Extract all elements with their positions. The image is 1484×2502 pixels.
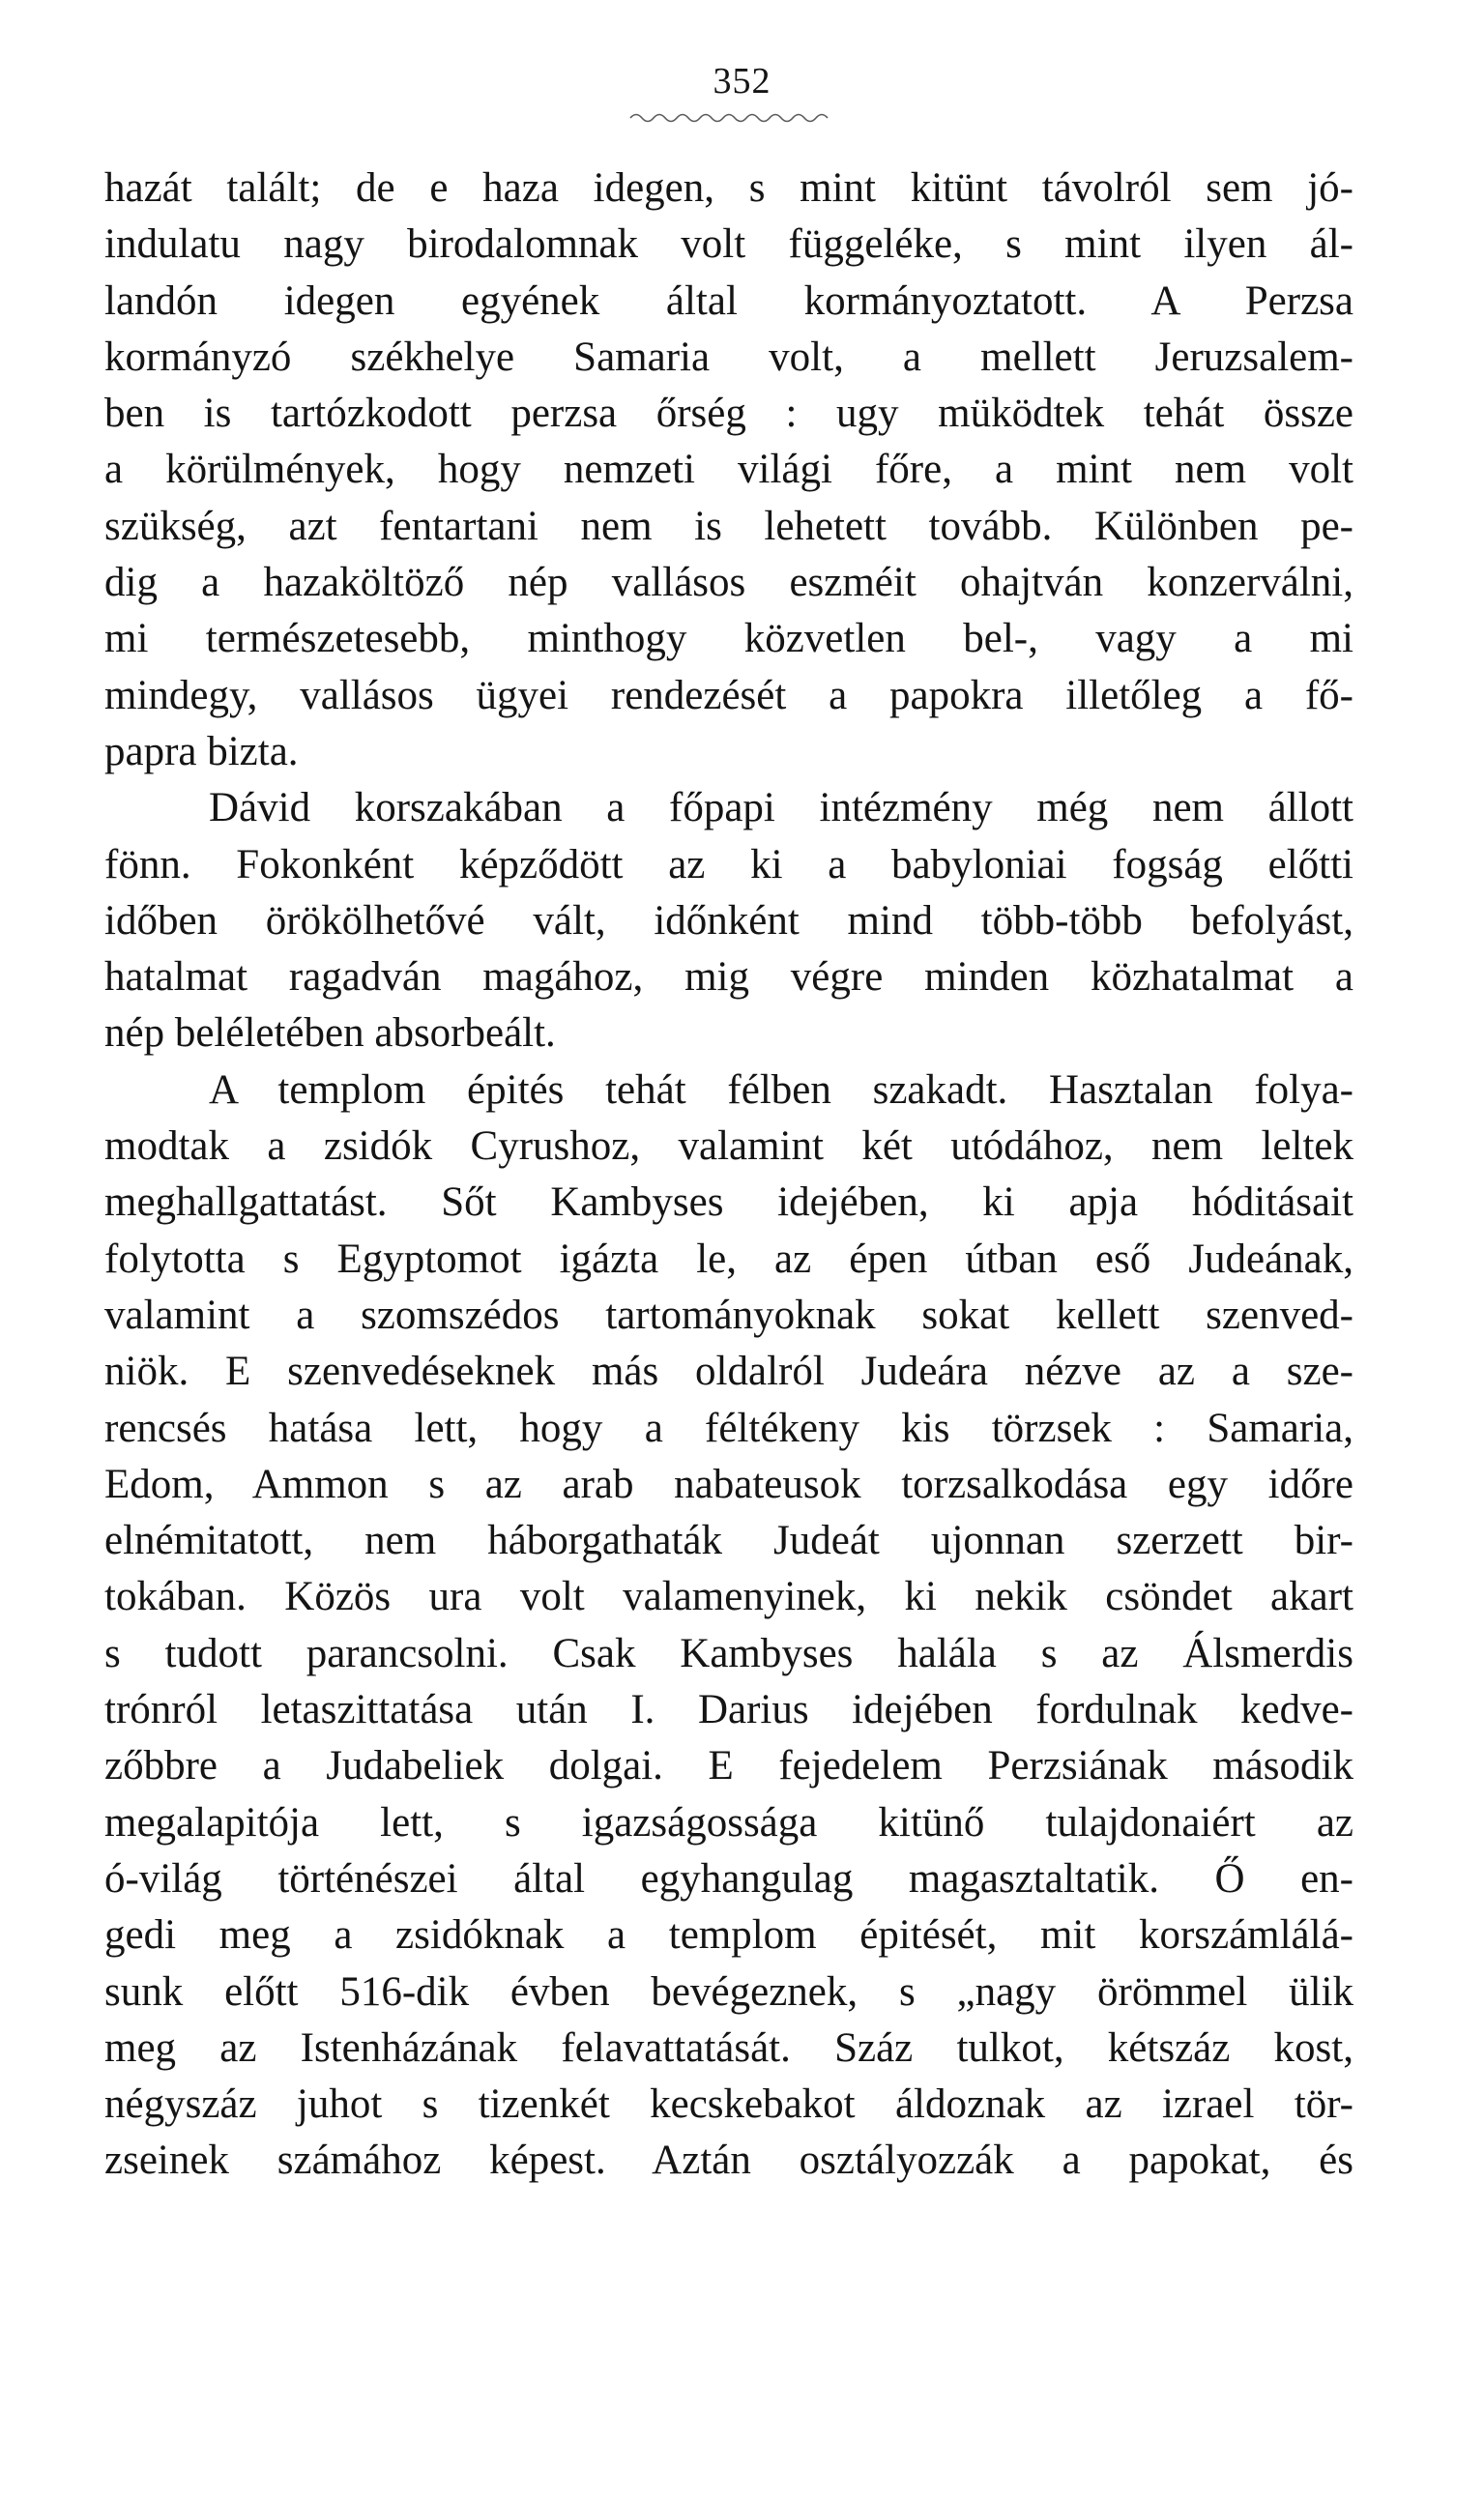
text-line: zseinek számához képest. Aztán osztályozzák a papokat, és <box>104 2138 1353 2184</box>
text-line: Dávid korszakában a főpapi intézmény még nem állott <box>209 785 1353 831</box>
text-line: s tudott parancsolni. Csak Kambyses halála s az Álsmerdis <box>104 1630 1353 1676</box>
text-line: dig a hazaköltöző nép vallásos eszméit ohajtván konzerválni, <box>104 560 1353 606</box>
text-line: mindegy, vallásos ügyei rendezését a papokra illetőleg a fő- <box>104 672 1353 718</box>
text-line: landón idegen egyének által kormányoztatott. A Perzsa <box>104 277 1353 324</box>
text-line: indulatu nagy birodalomnak volt függeléke, s mint ilyen ál- <box>104 221 1353 268</box>
text-line: ben is tartózkodott perzsa őrség : ugy müködtek tehát össze <box>104 391 1353 437</box>
text-line: valamint a szomszédos tartományoknak sokat kellett szenved- <box>104 1292 1353 1338</box>
text-line: a körülmények, hogy nemzeti világi főre, a mint nem volt <box>104 447 1353 493</box>
text-line: szükség, azt fentartani nem is lehetett tovább. Különben pe- <box>104 503 1353 549</box>
text-line: mi természetesebb, minthogy közvetlen bel-, vagy a mi <box>104 616 1353 662</box>
text-line: hazát talált; de e haza idegen, s mint kitünt távolról sem jó- <box>104 165 1353 211</box>
text-line: gedi meg a zsidóknak a templom épitését, mit korszámlálá- <box>104 1912 1353 1959</box>
text-line: folytotta s Egyptomot igázta le, az épen útban eső Judeának, <box>104 1236 1353 1282</box>
text-line: meg az Istenházának felavattatását. Száz tulkot, kétszáz kost, <box>104 2024 1353 2071</box>
body-text <box>104 160 1353 2190</box>
text-line: elnémitatott, nem háborgathaták Judeát ujonnan szerzett bir- <box>104 1518 1353 1564</box>
text-line: zőbbre a Judabeliek dolgai. E fejedelem Perzsiának második <box>104 1743 1353 1789</box>
text-line: hatalmat ragadván magához, mig végre minden közhatalmat a <box>104 954 1353 1001</box>
text-line: megalapitója lett, s igazságossága kitünő tulajdonaiért az <box>104 1799 1353 1846</box>
text-line: ó-világ történészei által egyhangulag magasztaltatik. Ő en- <box>104 1855 1353 1902</box>
text-line: modtak a zsidók Cyrushoz, valamint két utódához, nem leltek <box>104 1123 1353 1170</box>
text-line: meghallgattatást. Sőt Kambyses idejében, ki apja hóditásait <box>104 1179 1353 1226</box>
text-line: A templom épités tehát félben szakadt. Hasztalan folya- <box>209 1066 1353 1113</box>
decorative-rule-ornament <box>628 108 831 124</box>
text-line: nép beléletében absorbeált. <box>104 1010 556 1057</box>
text-line: négyszáz juhot s tizenkét kecskebakot áldoznak az izrael tör- <box>104 2081 1353 2128</box>
text-line: rencsés hatása lett, hogy a féltékeny kis törzsek : Samaria, <box>104 1405 1353 1451</box>
text-line: papra bizta. <box>104 728 299 774</box>
text-line: időben örökölhetővé vált, időnként mind több-több befolyást, <box>104 897 1353 944</box>
text-line: Edom, Ammon s az arab nabateusok torzsalkodása egy időre <box>104 1461 1353 1507</box>
page-number: 352 <box>713 61 771 102</box>
text-line: niök. E szenvedéseknek más oldalról Judeára nézve az a sze- <box>104 1349 1353 1395</box>
text-line: kormányzó székhelye Samaria volt, a mellett Jeruzsalem- <box>104 334 1353 380</box>
text-line: fönn. Fokonként képződött az ki a babyloniai fogság előtti <box>104 841 1353 887</box>
text-line: trónról letaszittatása után I. Darius idejében fordulnak kedve- <box>104 1687 1353 1733</box>
text-line: sunk előtt 516-dik évben bevégeznek, s „nagy örömmel ülik <box>104 1968 1353 2015</box>
text-line: tokában. Közös ura volt valamenyinek, ki nekik csöndet akart <box>104 1574 1353 1620</box>
